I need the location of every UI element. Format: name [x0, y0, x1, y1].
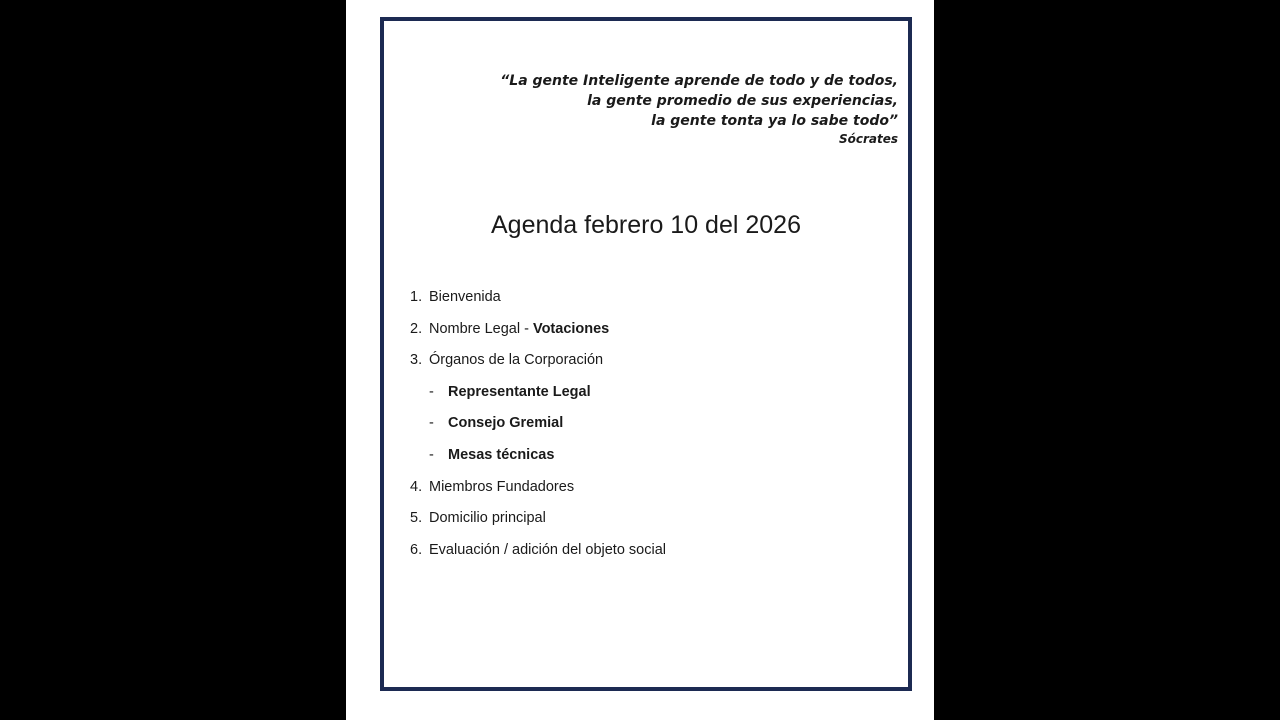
agenda-item — [410, 284, 666, 316]
quote-line: la gente promedio de sus experiencias, — [587, 93, 898, 109]
quote-line: la gente tonta ya lo sabe todo” — [651, 113, 898, 129]
subitem-dash: - — [429, 383, 434, 400]
agenda-item — [410, 505, 666, 537]
item-number: 1. — [410, 289, 423, 305]
agenda-subitem — [410, 410, 666, 442]
document-page — [346, 0, 934, 720]
subitem-text: Representante Legal — [448, 383, 591, 400]
item-text: Domicilio principal — [429, 510, 546, 527]
item-text: Órganos de la Corporación — [429, 352, 604, 369]
item-text: Bienvenida — [429, 289, 501, 305]
agenda-item — [410, 537, 666, 569]
quote-author: Sócrates — [838, 132, 898, 146]
agenda-list — [410, 284, 666, 568]
subitem-dash: - — [429, 446, 434, 463]
agenda-subitem — [410, 442, 666, 474]
agenda-item — [410, 316, 666, 348]
subitem-dash: - — [429, 415, 434, 432]
item-text: Evaluación / adición del objeto social — [429, 541, 666, 558]
item-text: Miembros Fundadores — [429, 478, 575, 495]
epigraph-quote — [500, 71, 898, 148]
page-border-frame — [380, 17, 912, 691]
agenda-title: Agenda febrero 10 del 2026 — [491, 211, 801, 239]
item-number: 6. — [410, 541, 423, 558]
item-text: Nombre Legal - — [429, 320, 533, 337]
agenda-item — [410, 347, 666, 379]
item-number: 5. — [410, 510, 423, 527]
quote-line: “La gente Inteligente aprende de todo y de todos, — [500, 73, 898, 89]
item-bold-text: Votaciones — [532, 320, 610, 337]
agenda-item — [410, 474, 666, 506]
subitem-text: Consejo Gremial — [448, 415, 564, 432]
item-number: 3. — [410, 352, 423, 369]
agenda-subitem — [410, 379, 666, 411]
item-number: 2. — [410, 320, 423, 337]
subitem-text: Mesas técnicas — [448, 446, 555, 463]
item-number: 4. — [410, 478, 423, 495]
